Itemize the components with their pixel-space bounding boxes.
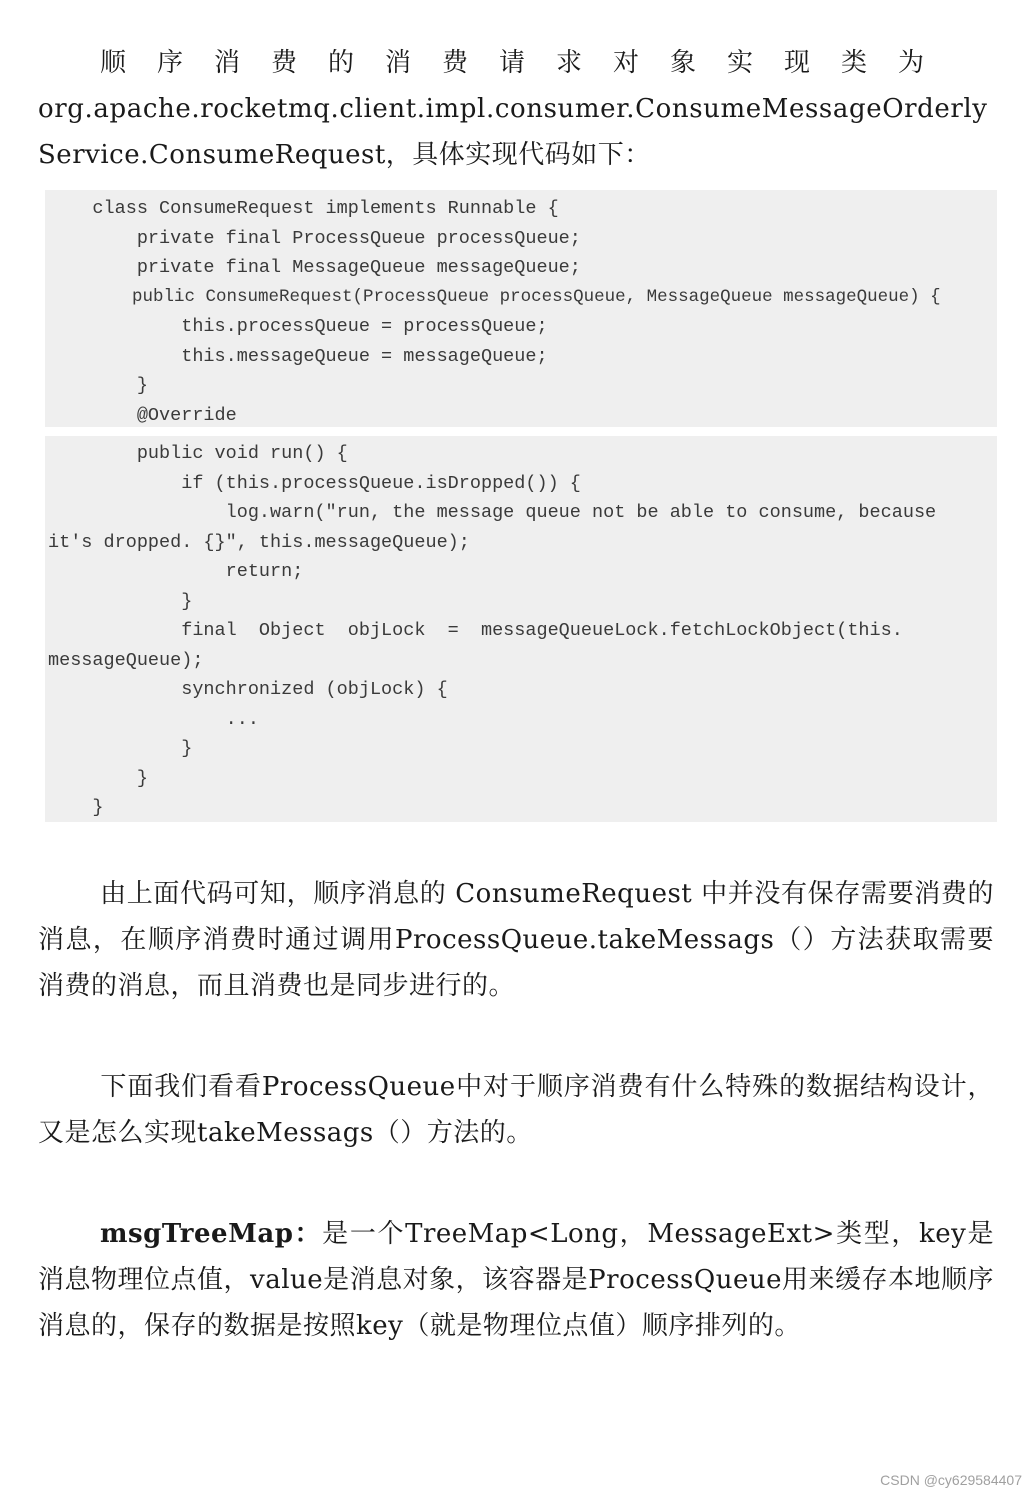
- code-line: private final MessageQueue messageQueue;: [48, 257, 581, 278]
- code-line: public ConsumeRequest(ProcessQueue processQueue, MessageQueue messageQueue) {: [48, 286, 941, 307]
- code-line: return;: [48, 561, 304, 582]
- code-line: log.warn("run, the message queue not be able to consume, because: [48, 502, 937, 523]
- paragraph-3: [38, 1064, 994, 1156]
- code-line: class ConsumeRequest implements Runnable {: [48, 198, 559, 219]
- code-line: messageQueue);: [48, 649, 204, 671]
- code-line: synchronized (objLock) {: [48, 679, 448, 700]
- code-line: }: [48, 767, 148, 789]
- code-line: this.messageQueue = messageQueue;: [48, 345, 548, 367]
- code-line: final Object objLock = messageQueueLock.fetchLockObject(this.: [48, 620, 903, 641]
- code-line: }: [48, 590, 193, 612]
- code-block-1: [45, 190, 997, 427]
- code-line: }: [48, 375, 148, 396]
- code-line: private final ProcessQueue processQueue;: [48, 227, 581, 249]
- code-block-2: [45, 436, 997, 822]
- code-line: }: [48, 797, 104, 818]
- paragraph-4: [38, 1211, 994, 1349]
- code-line: ...: [48, 708, 259, 730]
- intro-line-3: Service.ConsumeRequest，具体实现代码如下：: [38, 140, 651, 170]
- code-line: if (this.processQueue.isDropped()) {: [48, 472, 581, 494]
- code-line: this.processQueue = processQueue;: [48, 316, 548, 337]
- intro-paragraph: [38, 40, 994, 178]
- csdn-watermark: CSDN @cy629584407: [880, 1472, 1022, 1488]
- code-line: public void run() {: [48, 443, 348, 464]
- code-line: }: [48, 738, 193, 759]
- paragraph-4-text: 是一个TreeMap<Long，MessageExt>类型，key是消息物理位点值，value是消息对象，该容器是ProcessQueue用来缓存本地顺序消息的，保存的数据是按照key（就是物理位点值）顺序排列的。: [38, 1219, 994, 1341]
- code-line: @Override: [48, 404, 237, 426]
- intro-line-1: 顺序消费的消费请求对象实现类为: [100, 48, 956, 78]
- paragraph-3-text: 下面我们看看ProcessQueue中对于顺序消费有什么特殊的数据结构设计，又是怎么实现takeMessags（）方法的。: [38, 1072, 994, 1148]
- intro-line-2: org.apache.rocketmq.client.impl.consumer.ConsumeMessageOrderly: [38, 94, 988, 124]
- msgtreemap-term: msgTreeMap：: [100, 1219, 323, 1249]
- code-line: it's dropped. {}", this.messageQueue);: [48, 531, 470, 553]
- paragraph-2-text: 由上面代码可知，顺序消息的 ConsumeRequest 中并没有保存需要消费的消息，在顺序消费时通过调用ProcessQueue.takeMessags（）方法获取需要消费的消息，而且消费也是同步进行的。: [38, 879, 994, 1001]
- paragraph-2: [38, 871, 994, 1009]
